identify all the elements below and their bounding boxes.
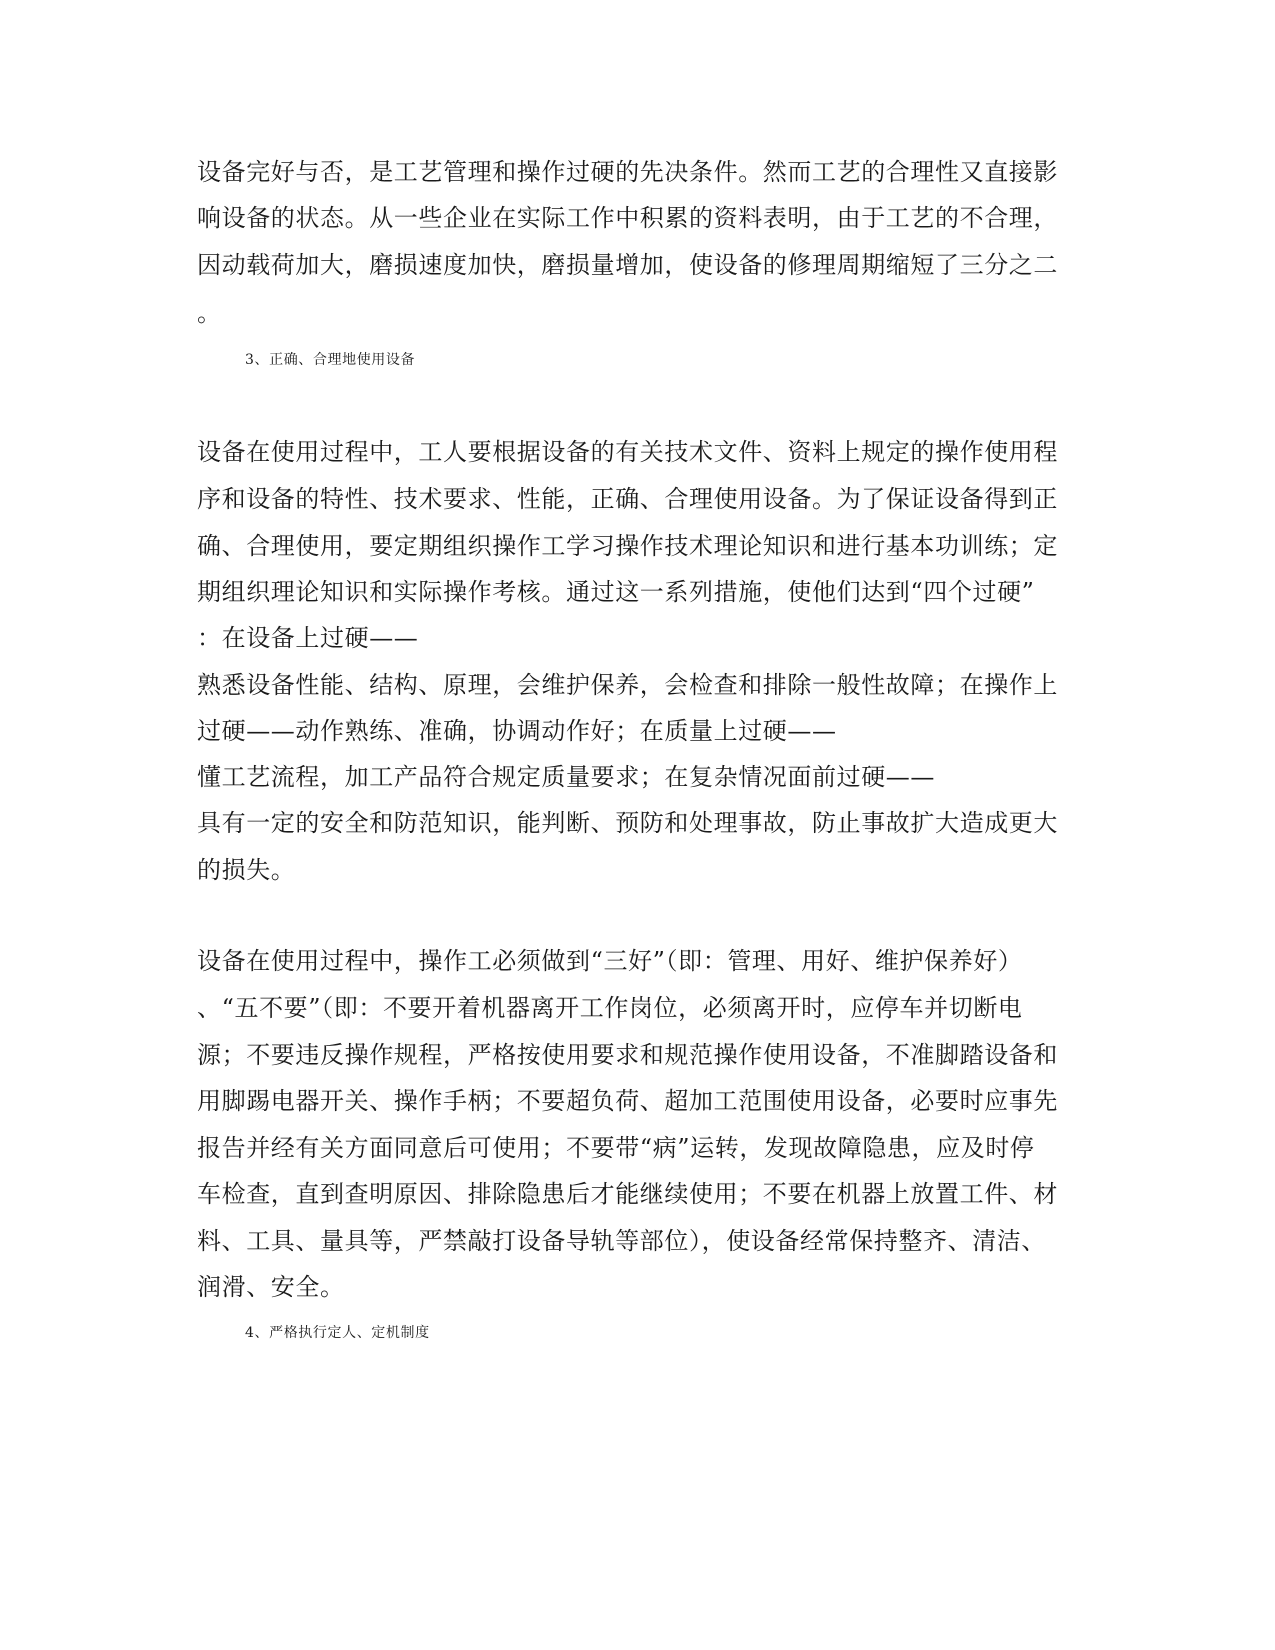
paragraph-2-line-2: 序和设备的特性、技术要求、性能，正确、合理使用设备。为了保证设备得到正 xyxy=(197,485,1058,513)
section-heading-3: 3、正确、合理地使用设备 xyxy=(245,352,416,368)
paragraph-2-line-10: 的损失。 xyxy=(197,856,296,884)
paragraph-3-line-4: 用脚踢电器开关、操作手柄；不要超负荷、超加工范围使用设备，必要时应事先 xyxy=(197,1087,1058,1115)
paragraph-3-line-3: 源；不要违反操作规程，严格按使用要求和规范操作使用设备，不准脚踏设备和 xyxy=(197,1041,1058,1069)
paragraph-2-line-9: 具有一定的安全和防范知识，能判断、预防和处理事故，防止事故扩大造成更大 xyxy=(197,809,1058,837)
paragraph-3-line-7: 料、工具、量具等，严禁敲打设备导轨等部位），使设备经常保持整齐、清洁、 xyxy=(197,1227,1046,1255)
paragraph-2-line-8: 懂工艺流程，加工产品符合规定质量要求；在复杂情况面前过硬—— xyxy=(197,763,935,791)
paragraph-3-line-2: 、“五不要”（即：不要开着机器离开工作岗位，必须离开时，应停车并切断电 xyxy=(197,994,1023,1022)
paragraph-3-line-1: 设备在使用过程中，操作工必须做到“三好”（即：管理、用好、维护保养好） xyxy=(197,947,1023,975)
paragraph-2-line-4: 期组织理论知识和实际操作考核。通过这一系列措施，使他们达到“四个过硬” xyxy=(197,578,1035,606)
paragraph-2-line-3: 确、合理使用，要定期组织操作工学习操作技术理论知识和进行基本功训练；定 xyxy=(197,532,1058,560)
paragraph-2-line-5: ：在设备上过硬—— xyxy=(197,624,419,652)
paragraph-1-line-2: 响设备的状态。从一些企业在实际工作中积累的资料表明，由于工艺的不合理， xyxy=(197,204,1058,232)
paragraph-3-line-5: 报告并经有关方面同意后可使用；不要带“病”运转，发现故障隐患，应及时停 xyxy=(197,1134,1035,1162)
paragraph-2-line-7: 过硬——动作熟练、准确，协调动作好；在质量上过硬—— xyxy=(197,717,837,745)
paragraph-2-line-1: 设备在使用过程中，工人要根据设备的有关技术文件、资料上规定的操作使用程 xyxy=(197,438,1058,466)
paragraph-2-line-6: 熟悉设备性能、结构、原理，会维护保养，会检查和排除一般性故障；在操作上 xyxy=(197,671,1058,699)
paragraph-3-line-8: 润滑、安全。 xyxy=(197,1273,345,1301)
section-heading-4: 4、严格执行定人、定机制度 xyxy=(245,1325,430,1341)
paragraph-3-line-6: 车检查，直到查明原因、排除隐患后才能继续使用；不要在机器上放置工件、材 xyxy=(197,1180,1058,1208)
paragraph-1-line-3: 因动载荷加大，磨损速度加快，磨损量增加，使设备的修理周期缩短了三分之二 xyxy=(197,251,1058,279)
paragraph-1-line-4: 。 xyxy=(197,299,222,327)
paragraph-1-line-1: 设备完好与否，是工艺管理和操作过硬的先决条件。然而工艺的合理性又直接影 xyxy=(197,158,1058,186)
